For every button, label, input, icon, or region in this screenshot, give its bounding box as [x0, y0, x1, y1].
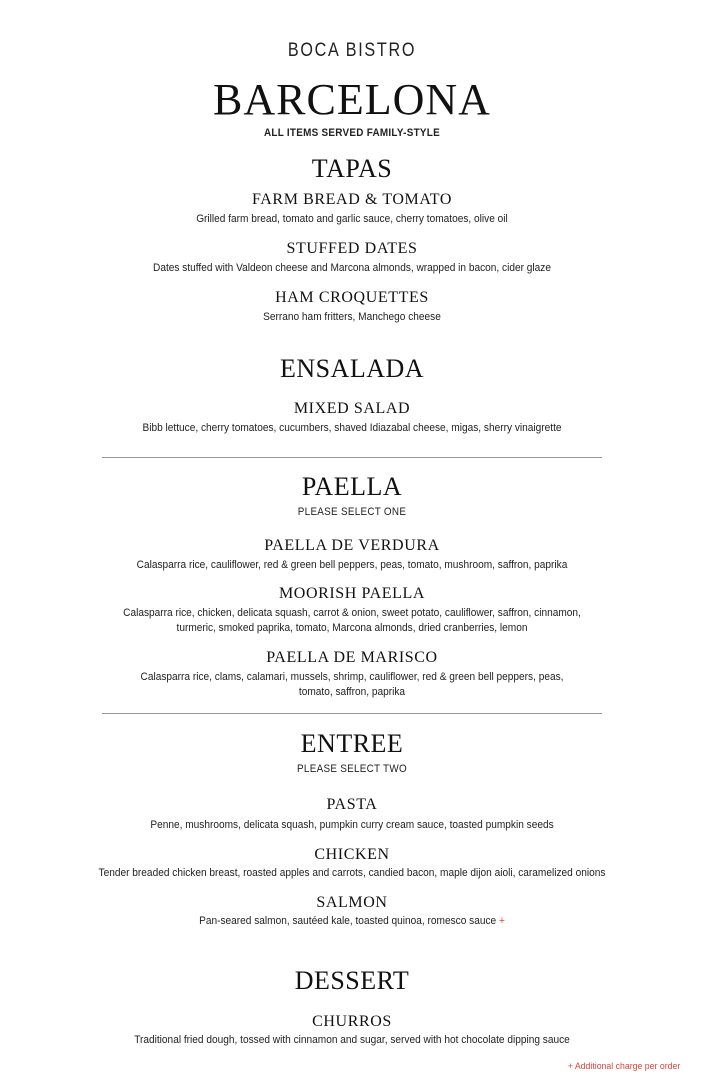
item-desc-salmon [93, 914, 612, 929]
section-subtitle-entree: PLEASE SELECT TWO [297, 763, 407, 775]
item-desc-stuffed-dates: Dates stuffed with Valdeon cheese and Marcona almonds, wrapped in bacon, cider glaze [153, 262, 551, 274]
additional-charge-marker: + [498, 915, 505, 927]
item-desc-moorish-paella: Calasparra rice, chicken, delicata squash, carrot & onion, sweet potato, cauliflower, saffron, cinnamon, turmeric, smoked paprika, tomato, Marcona almonds, dried cranberries, lemon [123, 607, 581, 634]
section-divider [102, 713, 602, 714]
section-divider [102, 457, 602, 458]
item-desc-salmon-text: Pan-seared salmon, sautéed kale, toasted quinoa, romesco sauce [199, 915, 497, 927]
item-desc-paella-marisco: Calasparra rice, clams, calamari, mussels, shrimp, cauliflower, red & green bell peppers, peas, tomato, saffron, paprika [140, 671, 564, 698]
section-title-entree: ENTREE [300, 729, 404, 758]
item-desc-chicken: Tender breaded chicken breast, roasted apples and carrots, candied bacon, maple dijon aioli, caramelized onions [98, 867, 606, 879]
item-name-churros: CHURROS [312, 1013, 392, 1030]
item-name-mixed-salad: MIXED SALAD [293, 400, 411, 417]
item-name-moorish-paella: MOORISH PAELLA [278, 585, 426, 602]
section-title-paella: PAELLA [301, 472, 403, 501]
item-desc-farm-bread: Grilled farm bread, tomato and garlic sauce, cherry tomatoes, olive oil [196, 213, 508, 225]
item-desc-paella-verdura: Calasparra rice, cauliflower, red & green bell peppers, peas, tomato, mushroom, saffron, paprika [136, 559, 568, 571]
item-desc-churros: Traditional fried dough, tossed with cinnamon and sugar, served with hot chocolate dipping sauce [134, 1034, 570, 1046]
item-name-salmon: SALMON [316, 894, 388, 911]
footnote-additional-charge: + Additional charge per order [567, 1061, 680, 1072]
item-name-farm-bread: FARM BREAD & TOMATO [251, 191, 453, 208]
menu-tagline: ALL ITEMS SERVED FAMILY-STYLE [264, 127, 440, 139]
section-subtitle-paella: PLEASE SELECT ONE [297, 506, 407, 518]
section-title-tapas: TAPAS [311, 154, 393, 183]
item-name-chicken: CHICKEN [314, 846, 390, 863]
item-name-paella-marisco: PAELLA DE MARISCO [266, 649, 438, 666]
menu-title: BARCELONA [213, 75, 491, 124]
item-name-ham-croquettes: HAM CROQUETTES [275, 289, 429, 306]
restaurant-name: BOCA BISTRO [287, 40, 417, 61]
item-desc-ham-croquettes: Serrano ham fritters, Manchego cheese [263, 311, 441, 323]
section-title-dessert: DESSERT [294, 966, 410, 995]
item-name-paella-verdura: PAELLA DE VERDURA [264, 537, 440, 554]
item-desc-pasta: Penne, mushrooms, delicata squash, pumpkin curry cream sauce, toasted pumpkin seeds [150, 819, 554, 831]
item-name-pasta: PASTA [326, 796, 378, 813]
item-desc-mixed-salad: Bibb lettuce, cherry tomatoes, cucumbers, shaved Idiazabal cheese, migas, sherry vinaigrette [142, 422, 562, 434]
item-name-stuffed-dates: STUFFED DATES [286, 240, 418, 257]
section-title-ensalada: ENSALADA [279, 354, 425, 383]
